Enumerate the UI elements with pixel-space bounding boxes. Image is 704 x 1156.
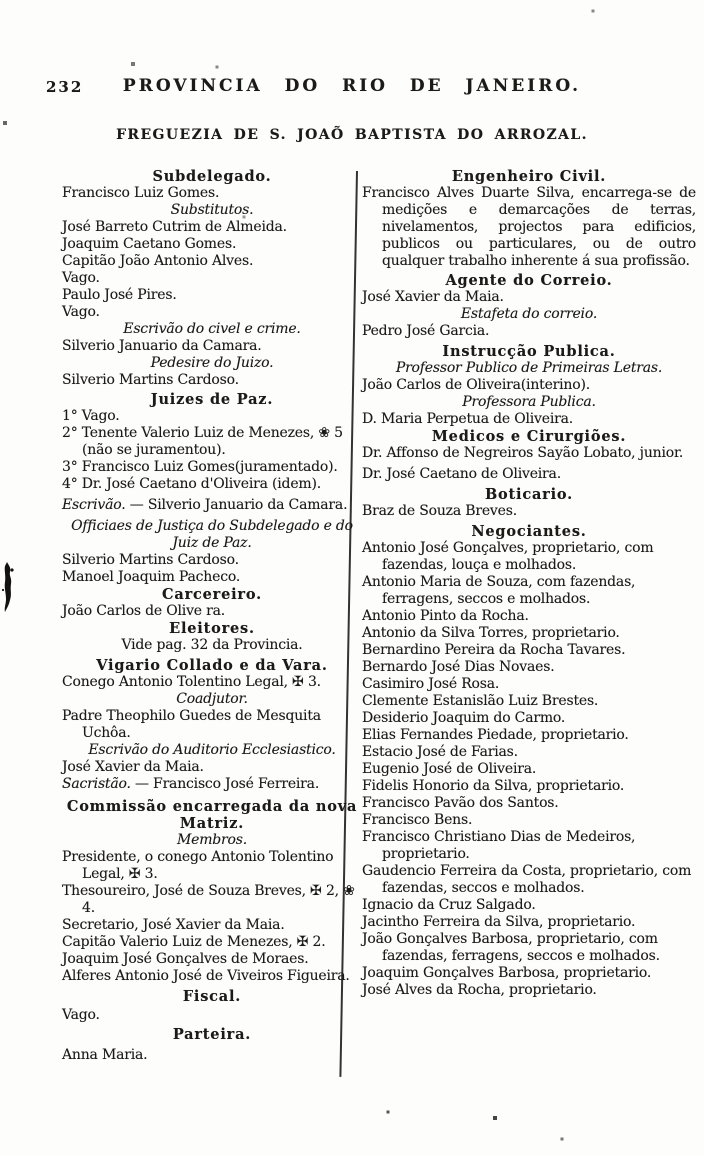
entry-line: Dr. Affonso de Negreiros Sayão Lobato, junior. bbox=[362, 445, 684, 461]
entry-line: Francisco Bens. bbox=[362, 812, 473, 828]
role-heading: Carcereiro. bbox=[162, 586, 262, 603]
entry-line: Vide pag. 32 da Provincia. bbox=[121, 637, 303, 653]
subrole-heading: Membros. bbox=[176, 832, 247, 848]
running-title: PROVINCIA DO RIO DE JANEIRO. bbox=[122, 76, 582, 96]
right-column bbox=[362, 168, 696, 999]
role-heading: Agente do Correio. bbox=[445, 272, 613, 289]
entry-line: Joaquim José Gonçalves de Moraes. bbox=[62, 951, 309, 967]
entry-line: Antonio Maria de Souza, com fazendas, ferragens, seccos e molhados. bbox=[362, 574, 636, 607]
section-title: FREGUEZIA DE S. JOAÕ BAPTISTA DO ARROZAL. bbox=[116, 127, 588, 143]
entry-line: Fidelis Honorio da Silva, proprietario. bbox=[362, 778, 625, 794]
entry-line: Secretario, José Xavier da Maia. bbox=[62, 917, 285, 933]
entry-line: João Carlos de Olive ra. bbox=[62, 603, 226, 619]
entry-line: José Xavier da Maia. bbox=[362, 289, 504, 305]
subrole-heading: Professora Publica. bbox=[462, 394, 596, 410]
entry-line: Dr. José Caetano de Oliveira. bbox=[362, 466, 561, 482]
entry-line: Vago. bbox=[62, 270, 100, 286]
entry-line: Vago. bbox=[62, 1007, 100, 1023]
left-column bbox=[62, 168, 362, 1064]
role-heading: Negociantes. bbox=[471, 523, 587, 540]
ink-blot bbox=[0, 560, 18, 616]
entry-line: Braz de Souza Breves. bbox=[362, 503, 517, 519]
page-number: 232 bbox=[46, 78, 84, 96]
role-heading: Subdelegado. bbox=[152, 168, 272, 185]
entry-line: Thesoureiro, José de Souza Breves, ✠ 2, ❀ 4. bbox=[62, 883, 355, 916]
entry-line: Paulo José Pires. bbox=[62, 287, 177, 303]
role-heading: Eleitores. bbox=[169, 620, 255, 637]
entry-line: Francisco Luiz Gomes. bbox=[62, 185, 220, 201]
subrole-heading: Substitutos. bbox=[170, 202, 254, 218]
entry-line: Francisco Pavão dos Santos. bbox=[362, 795, 559, 811]
role-heading: Vigario Collado e da Vara. bbox=[96, 657, 328, 674]
entry-line: Joaquim Gonçalves Barbosa, proprietario. bbox=[362, 965, 652, 981]
entry-line: Ignacio da Cruz Salgado. bbox=[362, 897, 536, 913]
entry-line: Capitão Valerio Luiz de Menezes, ✠ 2. bbox=[62, 934, 326, 950]
entry-line: Gaudencio Ferreira da Costa, proprietario, com fazendas, seccos e molhados. bbox=[362, 863, 692, 896]
paper-specks bbox=[0, 0, 2, 2]
entry-line: Vago. bbox=[62, 304, 100, 320]
subrole-heading: Escrivão do civel e crime. bbox=[123, 321, 301, 337]
subrole-heading: Professor Publico de Primeiras Letras. bbox=[395, 360, 663, 376]
entry-line: Antonio da Silva Torres, proprietario. bbox=[362, 625, 620, 641]
role-heading: Commissão encarregada da nova Matriz. bbox=[66, 798, 358, 832]
entry-line: Estacio José de Farias. bbox=[362, 744, 518, 760]
subrole-heading: Coadjutor. bbox=[176, 691, 248, 707]
entry-line: 2° Tenente Valerio Luiz de Menezes, ❀ 5 (não se juramentou). bbox=[62, 425, 343, 458]
role-heading: Boticario. bbox=[485, 486, 573, 503]
entry-line: Elias Fernandes Piedade, proprietario. bbox=[362, 727, 629, 743]
subrole-heading: Officiaes de Justiça do Subdelegado e do Juiz de Paz. bbox=[71, 518, 353, 551]
role-heading: Instrucção Publica. bbox=[442, 343, 616, 360]
entry-line: Bernardino Pereira da Rocha Tavares. bbox=[362, 642, 626, 658]
entry-line: José Alves da Rocha, proprietario. bbox=[362, 982, 597, 998]
entry-line: Pedro José Garcia. bbox=[362, 323, 490, 339]
entry-line: Eugenio José de Oliveira. bbox=[362, 761, 537, 777]
entry-line: Bernardo José Dias Novaes. bbox=[362, 659, 555, 675]
entry-line: João Carlos de Oliveira(interino). bbox=[362, 377, 590, 393]
role-heading: Parteira. bbox=[172, 1026, 252, 1043]
role-heading: Fiscal. bbox=[182, 988, 242, 1005]
entry-line: Desiderio Joaquim do Carmo. bbox=[362, 710, 566, 726]
entry-line: Antonio José Gonçalves, proprietario, com fazendas, louça e molhados. bbox=[362, 540, 654, 573]
entry-line: Joaquim Caetano Gomes. bbox=[62, 236, 237, 252]
entry-line: José Barreto Cutrim de Almeida. bbox=[62, 219, 287, 235]
entry-line: Anna Maria. bbox=[62, 1047, 148, 1063]
entry-line: Francisco Christiano Dias de Medeiros, proprietario. bbox=[362, 829, 636, 862]
entry-line: Clemente Estanislão Luiz Brestes. bbox=[362, 693, 599, 709]
entry-line: Silverio Januario da Camara. bbox=[62, 338, 262, 354]
entry-line: Jacintho Ferreira da Silva, proprietario. bbox=[362, 914, 636, 930]
entry-line: Antonio Pinto da Rocha. bbox=[362, 608, 529, 624]
entry-line: Presidente, o conego Antonio Tolentino Legal, ✠ 3. bbox=[62, 849, 334, 882]
entry-line: Conego Antonio Tolentino Legal, ✠ 3. bbox=[62, 674, 321, 690]
entry-line: Capitão João Antonio Alves. bbox=[62, 253, 254, 269]
entry-line: 1° Vago. bbox=[62, 408, 120, 424]
entry-line: Padre Theophilo Guedes de Mesquita Uchôa. bbox=[62, 708, 321, 741]
subrole-heading: Escrivão do Auditorio Ecclesiastico. bbox=[88, 742, 336, 758]
role-heading: Juizes de Paz. bbox=[150, 391, 274, 408]
role-heading: Engenheiro Civil. bbox=[451, 168, 607, 185]
entry-line: D. Maria Perpetua de Oliveira. bbox=[362, 411, 574, 427]
entry-line: Silverio Martins Cardoso. bbox=[62, 372, 239, 388]
entry-line: Sacristão. — Francisco José Ferreira. bbox=[62, 776, 320, 792]
entry-line: Alferes Antonio José de Viveiros Figueira. bbox=[62, 968, 350, 984]
entry-line: Casimiro José Rosa. bbox=[362, 676, 500, 692]
entry-line: 3° Francisco Luiz Gomes(juramentado). bbox=[62, 459, 338, 475]
subrole-heading: Estafeta do correio. bbox=[460, 306, 598, 322]
entry-line: Manoel Joaquim Pacheco. bbox=[62, 569, 241, 585]
entry-line: Francisco Alves Duarte Silva, encarrega-se de medições e demarcações de terras, nivelamentos, projectos para edificios, publicos ou particulares, ou de outro qualquer trabalho inherente á sua profissão. bbox=[362, 185, 696, 269]
entry-line: José Xavier da Maia. bbox=[62, 759, 204, 775]
entry-line: 4° Dr. José Caetano d'Oliveira (idem). bbox=[62, 476, 321, 492]
entry-line: João Gonçalves Barbosa, proprietario, com fazendas, ferragens, seccos e molhados. bbox=[362, 931, 660, 964]
entry-line: Escrivão. — Silverio Januario da Camara. bbox=[62, 497, 348, 513]
entry-line: Silverio Martins Cardoso. bbox=[62, 552, 239, 568]
subrole-heading: Pedesire do Juizo. bbox=[150, 355, 274, 371]
role-heading: Medicos e Cirurgiões. bbox=[431, 428, 627, 445]
